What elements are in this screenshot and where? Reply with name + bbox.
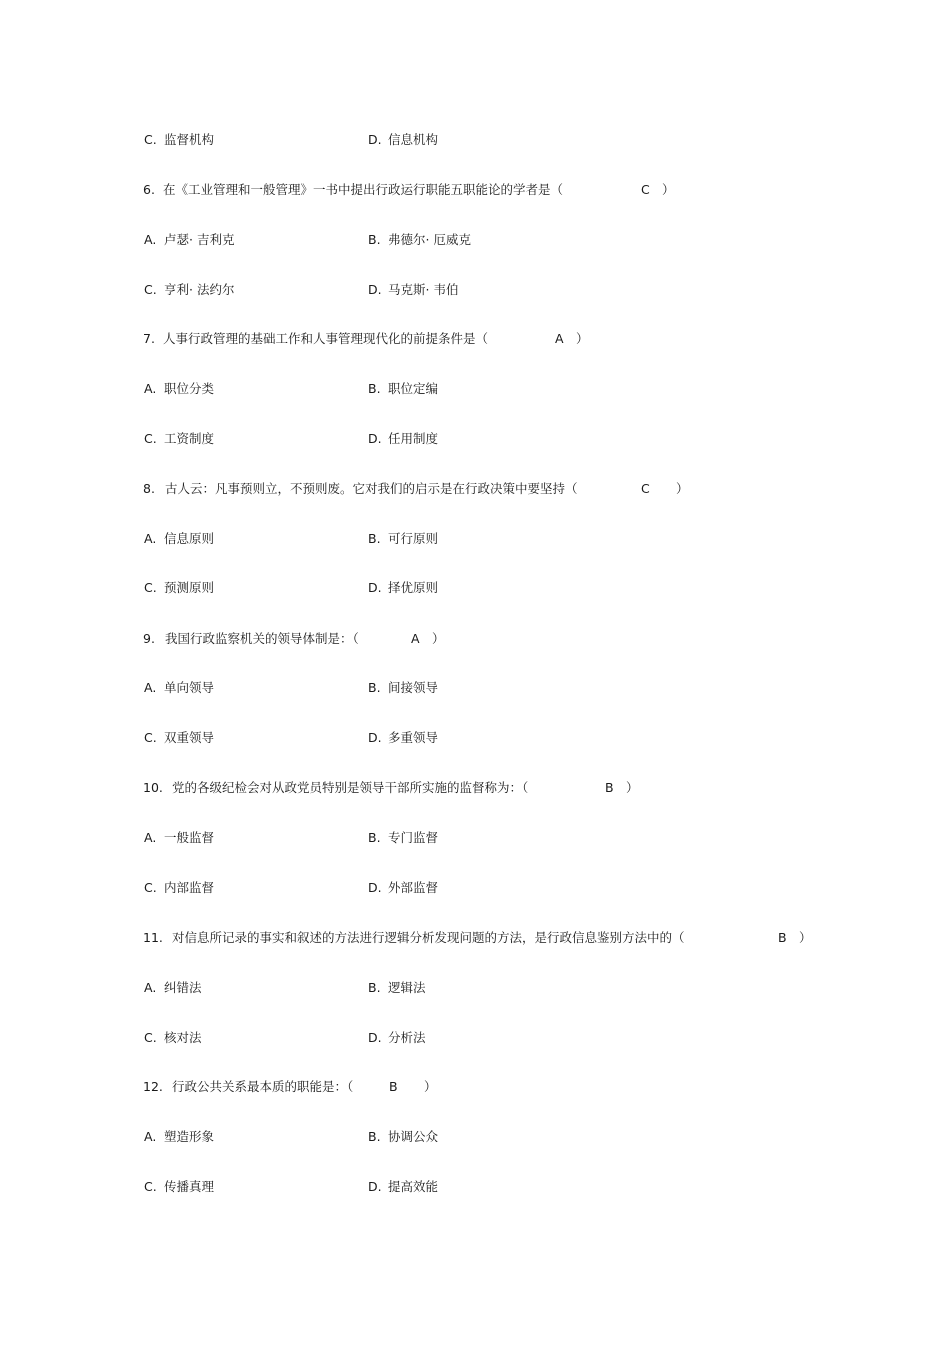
option-text: 预测原则 [164, 580, 215, 595]
option-c [144, 728, 214, 748]
option-row [0, 1127, 950, 1147]
answer: C [641, 481, 650, 496]
option-letter: C. [144, 1179, 157, 1194]
option-c [144, 1028, 202, 1048]
question-10 [0, 778, 950, 798]
option-text: 弗德尔· 厄威克 [388, 232, 471, 247]
option-text: 逻辑法 [388, 980, 426, 995]
option-text: 塑造形象 [164, 1129, 215, 1144]
answer: C [641, 182, 650, 197]
option-letter: A. [144, 232, 157, 247]
question-text: 党的各级纪检会对从政党员特别是领导干部所实施的监督称为：（ [172, 780, 529, 795]
option-a [144, 978, 202, 998]
option-b [368, 678, 438, 698]
option-text: 可行原则 [388, 531, 439, 546]
option-letter: C. [144, 132, 157, 147]
option-a [144, 1127, 214, 1147]
answer: B [389, 1079, 398, 1094]
option-letter: D. [368, 282, 382, 297]
option-text: 职位定编 [388, 381, 439, 396]
question-7 [0, 329, 950, 349]
option-text: 亨利· 法约尔 [164, 282, 235, 297]
answer: B [778, 930, 787, 945]
option-d [368, 878, 438, 898]
question-8 [0, 479, 950, 499]
question-number: 10. [143, 780, 163, 795]
option-b [368, 1127, 438, 1147]
option-text: 工资制度 [164, 431, 215, 446]
option-text: 纠错法 [164, 980, 202, 995]
option-c [144, 280, 234, 300]
option-text: 职位分类 [164, 381, 215, 396]
option-row [0, 878, 950, 898]
close-paren: ） [676, 481, 689, 496]
question-text: 人事行政管理的基础工作和人事管理现代化的前提条件是（ [163, 331, 489, 346]
option-b [368, 379, 438, 399]
option-letter: A. [144, 680, 157, 695]
option-text: 任用制度 [388, 431, 439, 446]
option-letter: B. [368, 1129, 381, 1144]
option-letter: B. [368, 232, 381, 247]
option-letter: A. [144, 1129, 157, 1144]
close-paren: ） [626, 780, 639, 795]
question-number: 11. [143, 930, 163, 945]
option-text: 外部监督 [388, 880, 439, 895]
option-text: 核对法 [164, 1030, 202, 1045]
option-b [368, 978, 426, 998]
option-row [0, 1028, 950, 1048]
option-d [368, 130, 438, 150]
option-row [0, 529, 950, 549]
option-row [0, 429, 950, 449]
option-letter: D. [368, 132, 382, 147]
option-b [368, 230, 471, 250]
option-c [144, 1177, 214, 1197]
option-letter: D. [368, 1179, 382, 1194]
option-c [144, 578, 214, 598]
option-text: 信息原则 [164, 531, 215, 546]
question-text: 对信息所记录的事实和叙述的方法进行逻辑分析发现问题的方法，是行政信息鉴别方法中的（ [172, 930, 685, 945]
answer: A [411, 631, 420, 646]
option-row [0, 828, 950, 848]
option-text: 马克斯· 韦伯 [388, 282, 459, 297]
option-letter: B. [368, 830, 381, 845]
option-letter: A. [144, 830, 157, 845]
question-number: 8. [143, 481, 155, 496]
option-text: 一般监督 [164, 830, 215, 845]
option-b [368, 828, 438, 848]
option-b [368, 529, 438, 549]
option-row [0, 728, 950, 748]
option-letter: D. [368, 880, 382, 895]
question-text: 行政公共关系最本质的职能是：（ [172, 1079, 354, 1094]
option-letter: C. [144, 880, 157, 895]
option-row [0, 130, 950, 150]
option-text: 传播真理 [164, 1179, 215, 1194]
option-letter: C. [144, 730, 157, 745]
option-d [368, 578, 438, 598]
option-text: 分析法 [388, 1030, 426, 1045]
close-paren: ） [432, 631, 445, 646]
question-number: 7. [143, 331, 155, 346]
option-text: 监督机构 [164, 132, 215, 147]
option-a [144, 529, 214, 549]
option-letter: D. [368, 580, 382, 595]
question-text: 古人云：凡事预则立，不预则废。它对我们的启示是在行政决策中要坚持（ [165, 481, 578, 496]
option-a [144, 379, 214, 399]
option-letter: D. [368, 431, 382, 446]
option-letter: A. [144, 381, 157, 396]
option-row [0, 1177, 950, 1197]
option-letter: A. [144, 531, 157, 546]
question-number: 12. [143, 1079, 163, 1094]
question-9 [0, 629, 950, 649]
option-row [0, 578, 950, 598]
question-12 [0, 1077, 950, 1097]
option-d [368, 728, 438, 748]
option-letter: C. [144, 282, 157, 297]
option-d [368, 1028, 426, 1048]
option-row [0, 978, 950, 998]
question-number: 9. [143, 631, 155, 646]
question-text: 在《工业管理和一般管理》一书中提出行政运行职能五职能论的学者是（ [163, 182, 564, 197]
option-text: 择优原则 [388, 580, 439, 595]
option-letter: B. [368, 381, 381, 396]
option-d [368, 1177, 438, 1197]
option-letter: D. [368, 1030, 382, 1045]
option-text: 提高效能 [388, 1179, 439, 1194]
option-d [368, 429, 438, 449]
option-a [144, 828, 214, 848]
close-paren: ） [662, 182, 675, 197]
close-paren: ） [424, 1079, 437, 1094]
question-11 [0, 928, 950, 948]
option-text: 协调公众 [388, 1129, 439, 1144]
option-letter: C. [144, 431, 157, 446]
option-a [144, 678, 214, 698]
option-c [144, 878, 214, 898]
option-text: 专门监督 [388, 830, 439, 845]
option-text: 多重领导 [388, 730, 439, 745]
option-text: 信息机构 [388, 132, 439, 147]
answer: A [555, 331, 564, 346]
option-a [144, 230, 234, 250]
option-row [0, 379, 950, 399]
option-text: 双重领导 [164, 730, 215, 745]
option-letter: C. [144, 580, 157, 595]
option-text: 间接领导 [388, 680, 439, 695]
option-c [144, 130, 214, 150]
question-number: 6. [143, 182, 155, 197]
option-letter: C. [144, 1030, 157, 1045]
option-row [0, 678, 950, 698]
question-text: 我国行政监察机关的领导体制是：（ [165, 631, 359, 646]
option-text: 卢瑟· 吉利克 [164, 232, 235, 247]
option-letter: D. [368, 730, 382, 745]
answer: B [605, 780, 614, 795]
option-c [144, 429, 214, 449]
option-row [0, 230, 950, 250]
option-letter: B. [368, 531, 381, 546]
option-letter: B. [368, 980, 381, 995]
option-letter: A. [144, 980, 157, 995]
option-d [368, 280, 458, 300]
close-paren: ） [576, 331, 589, 346]
close-paren: ） [799, 930, 812, 945]
option-letter: B. [368, 680, 381, 695]
question-6 [0, 180, 950, 200]
option-text: 单向领导 [164, 680, 215, 695]
option-row [0, 280, 950, 300]
option-text: 内部监督 [164, 880, 215, 895]
